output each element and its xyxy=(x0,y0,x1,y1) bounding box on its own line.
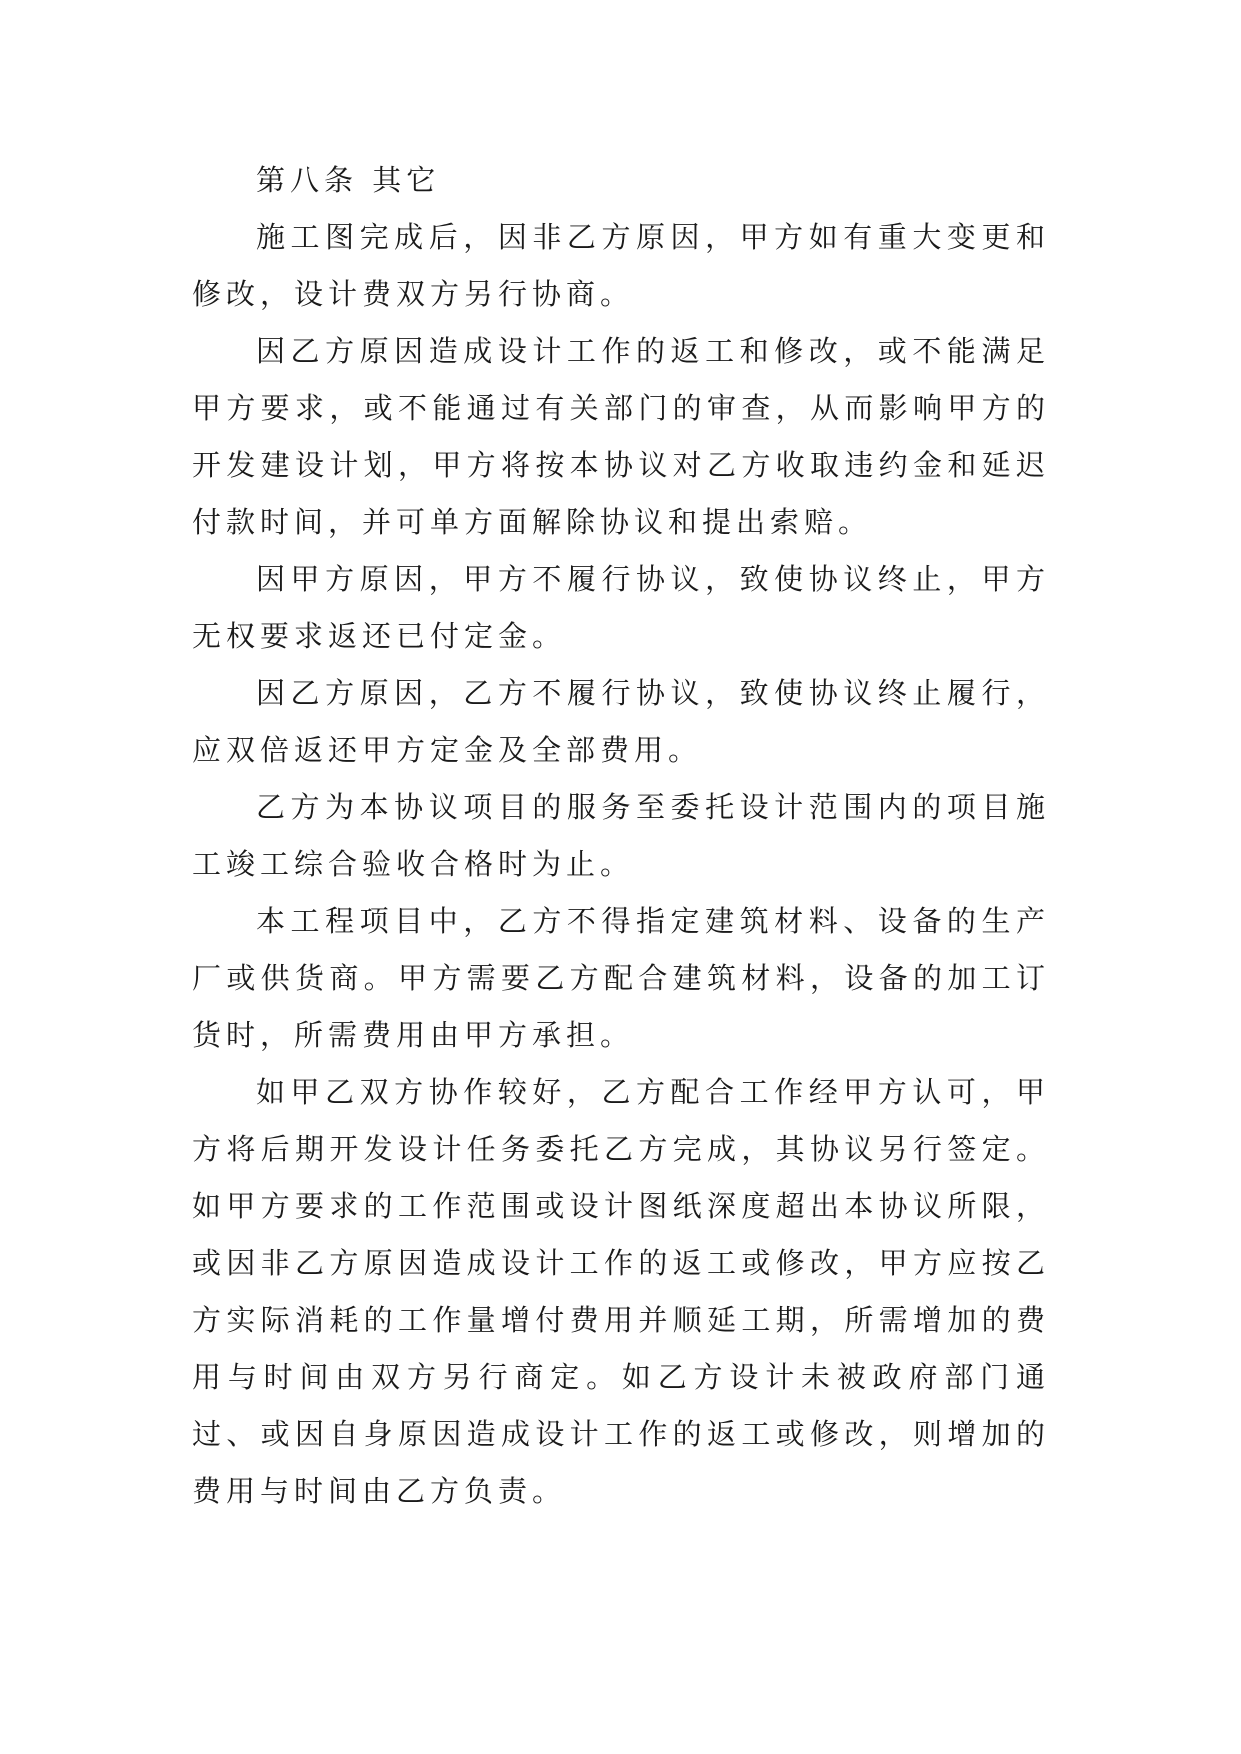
paragraph-party-b-breach: 因乙方原因，乙方不履行协议，致使协议终止履行，应双倍返还甲方定金及全部费用。 xyxy=(192,676,1050,767)
paragraph-rework-penalty: 因乙方原因造成设计工作的返工和修改，或不能满足甲方要求，或不能通过有关部门的审查，从而影响甲方的开发建设计划，甲方将按本协议对乙方收取违约金和延迟付款时间，并可单方面解除协议和提出索赔。 xyxy=(192,334,1050,539)
document-page xyxy=(192,152,1050,1520)
paragraph-cooperation: 如甲乙双方协作较好，乙方配合工作经甲方认可，甲方将后期开发设计任务委托乙方完成，其协议另行签定。如甲方要求的工作范围或设计图纸深度超出本协议所限，或因非乙方原因造成设计工作的返工或修改，甲方应按乙方实际消耗的工作量增付费用并顺延工期，所需增加的费用与时间由双方另行商定。如乙方设计未被政府部门通过、或因自身原因造成设计工作的返工或修改，则增加的费用与时间由乙方负责。 xyxy=(192,1075,1050,1508)
section-heading: 第八条 其它 xyxy=(256,163,441,197)
paragraph-materials: 本工程项目中，乙方不得指定建筑材料、设备的生产厂或供货商。甲方需要乙方配合建筑材料，设备的加工订货时，所需费用由甲方承担。 xyxy=(192,904,1050,1052)
paragraph-design-change: 施工图完成后，因非乙方原因，甲方如有重大变更和修改，设计费双方另行协商。 xyxy=(192,220,1050,311)
paragraph-party-a-breach: 因甲方原因，甲方不履行协议，致使协议终止，甲方无权要求返还已付定金。 xyxy=(192,562,1050,653)
paragraph-service-period: 乙方为本协议项目的服务至委托设计范围内的项目施工竣工综合验收合格时为止。 xyxy=(192,790,1050,881)
